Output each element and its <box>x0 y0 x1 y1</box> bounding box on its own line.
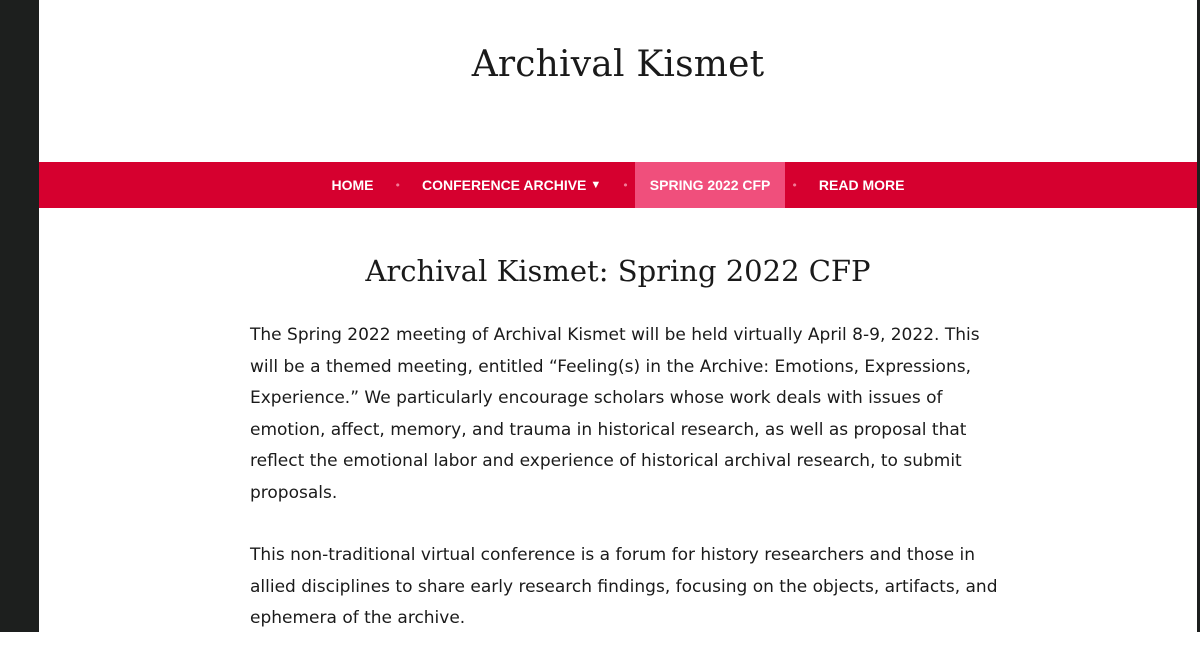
nav-menu <box>39 162 1197 208</box>
nav-item-label: READ MORE <box>818 177 905 193</box>
nav-item-label: SPRING 2022 CFP <box>649 177 771 193</box>
nav-item-label: HOME <box>331 177 374 193</box>
nav-item-spring-2022-cfp[interactable] <box>635 162 786 208</box>
nav-separator: • <box>394 178 402 192</box>
left-window-frame <box>0 0 39 632</box>
nav-item-conference-archive[interactable] <box>407 162 616 208</box>
nav-separator: • <box>622 178 629 192</box>
site-title[interactable]: Archival Kismet <box>471 44 765 85</box>
main-navigation <box>39 162 1197 208</box>
dropdown-caret-icon: ▼ <box>590 179 602 191</box>
nav-separator: • <box>791 178 798 192</box>
nav-item-home[interactable] <box>317 162 389 208</box>
page-container <box>39 0 1197 632</box>
paragraph: The Spring 2022 meeting of Archival Kismet will be held virtually April 8-9, 2022. This will be a themed meeting, entitled “Feeling(s) in the Archive: Emotions, Expressions, Experience.” We particularly encourage scholars whose work deals with issues of emotion, affect, memory, and trauma in historical research, as well as proposal that reflect the emotional labor and experience of historical archival research, to submit proposals. <box>250 325 980 503</box>
nav-item-read-more[interactable] <box>804 162 920 208</box>
nav-item-label: CONFERENCE ARCHIVE <box>422 177 587 193</box>
paragraph: This non-traditional virtual conference is a forum for history researchers and those in allied disciplines to share early research findings, focusing on the objects, artifacts, and ephemera of the archive. <box>250 545 998 628</box>
post-title: Archival Kismet: Spring 2022 CFP <box>365 254 871 288</box>
post-content <box>250 320 1010 666</box>
